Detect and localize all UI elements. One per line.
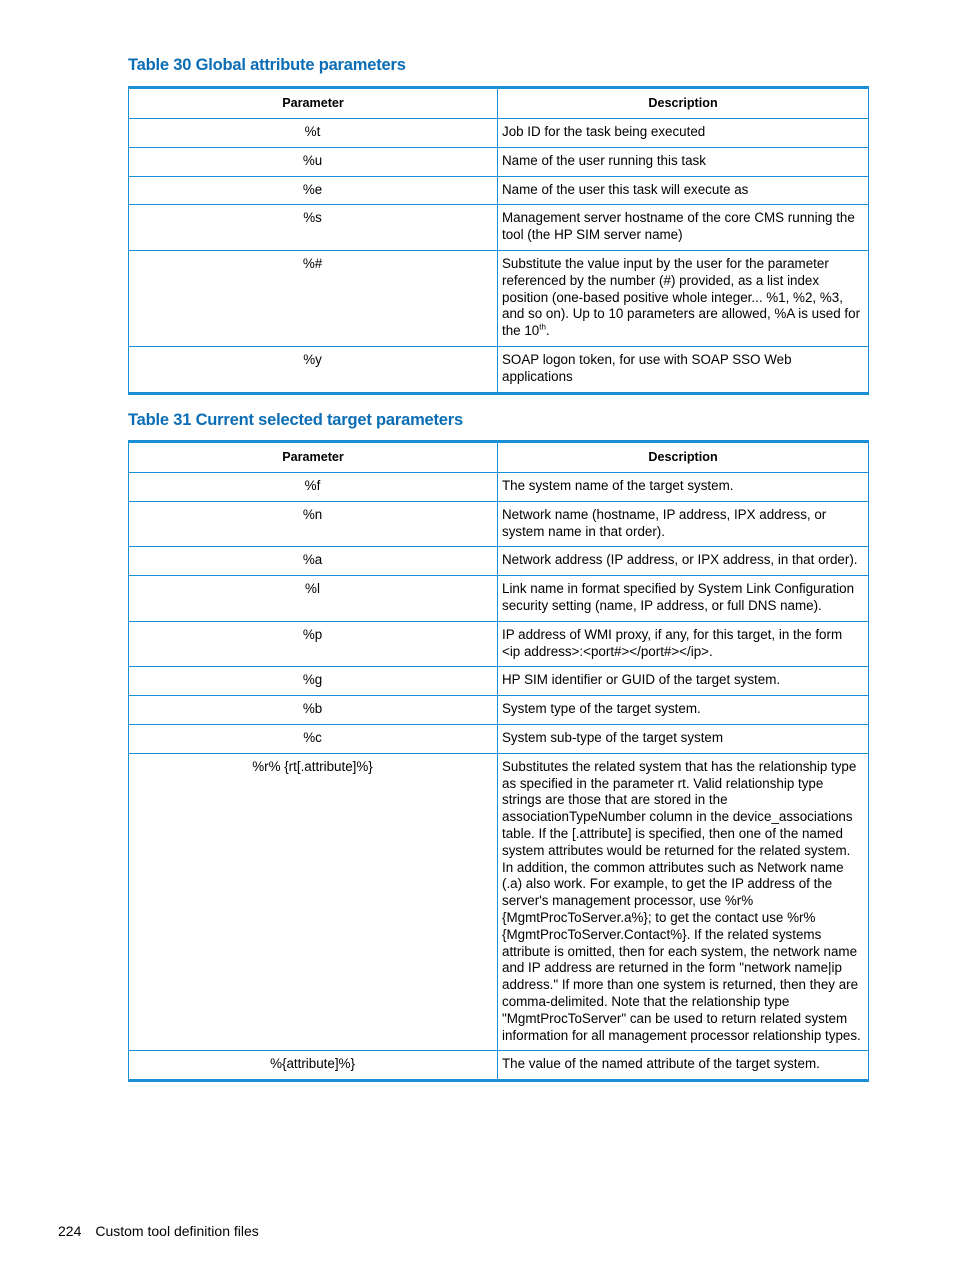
description-cell: Name of the user this task will execute as (498, 176, 869, 205)
parameter-cell: %u (129, 147, 498, 176)
table-row (129, 696, 869, 725)
table-row (129, 250, 869, 346)
table-31-caption: Table 31 Current selected target parameters (128, 411, 463, 429)
parameter-cell: %g (129, 667, 498, 696)
table-row (129, 346, 869, 393)
parameter-cell: %r% {rt[.attribute]%} (129, 753, 498, 1051)
global-attribute-parameters-table (128, 86, 869, 395)
description-cell: The system name of the target system. (498, 473, 869, 502)
table-row (129, 547, 869, 576)
page-number: 224 (58, 1223, 82, 1239)
parameter-cell: %# (129, 250, 498, 346)
parameter-column-header: Parameter (129, 88, 498, 119)
ordinal-superscript: th (539, 322, 546, 332)
description-text: Substitute the value input by the user for the parameter referenced by the number (#) provided, as a list index position (one-based positive whole integer... %1, %2, %3, and so on). Up to 10 parameters are allowed, %A is used for the 10 (502, 255, 861, 339)
table-row (129, 176, 869, 205)
description-end: . (545, 323, 550, 339)
description-cell: SOAP logon token, for use with SOAP SSO Web applications (498, 346, 869, 393)
table-row (129, 576, 869, 622)
table-row (129, 473, 869, 502)
parameter-cell: %t (129, 119, 498, 148)
table-row (129, 621, 869, 667)
table-row (129, 1051, 869, 1081)
description-cell: Link name in format specified by System Link Configuration security setting (name, IP address, or full DNS name). (498, 576, 869, 622)
footer-section-title: Custom tool definition files (95, 1223, 259, 1239)
table-row (129, 147, 869, 176)
parameter-cell: %{attribute]%} (129, 1051, 498, 1081)
description-cell: Name of the user running this task (498, 147, 869, 176)
parameter-cell: %y (129, 346, 498, 393)
table-row (129, 119, 869, 148)
description-cell: The value of the named attribute of the target system. (498, 1051, 869, 1081)
table-row (129, 724, 869, 753)
description-column-header: Description (498, 442, 869, 473)
table-row (129, 667, 869, 696)
parameter-cell: %a (129, 547, 498, 576)
parameter-cell: %n (129, 501, 498, 547)
parameter-cell: %l (129, 576, 498, 622)
parameter-column-header: Parameter (129, 442, 498, 473)
table-row (129, 501, 869, 547)
description-cell: Network address (IP address, or IPX address, in that order). (498, 547, 869, 576)
current-selected-target-parameters-table (128, 440, 869, 1082)
description-cell: IP address of WMI proxy, if any, for this target, in the form <ip address>:<port#></port#></ip>. (498, 621, 869, 667)
description-cell (498, 250, 869, 346)
description-cell: System sub-type of the target system (498, 724, 869, 753)
parameter-cell: %f (129, 473, 498, 502)
table-header-row (129, 88, 869, 119)
table-row (129, 753, 869, 1051)
description-cell: Network name (hostname, IP address, IPX address, or system name in that order). (498, 501, 869, 547)
description-cell: Management server hostname of the core CMS running the tool (the HP SIM server name) (498, 205, 869, 251)
parameter-cell: %e (129, 176, 498, 205)
parameter-cell: %s (129, 205, 498, 251)
description-cell: Job ID for the task being executed (498, 119, 869, 148)
parameter-cell: %p (129, 621, 498, 667)
table-header-row (129, 442, 869, 473)
description-column-header: Description (498, 88, 869, 119)
parameter-cell: %c (129, 724, 498, 753)
description-cell: HP SIM identifier or GUID of the target system. (498, 667, 869, 696)
table-30-caption: Table 30 Global attribute parameters (128, 56, 406, 74)
table-row (129, 205, 869, 251)
description-cell: Substitutes the related system that has the relationship type as specified in the parameter rt. Valid relationship type strings are those that are stored in the associationTypeNumber column in the device_associations table. If the [.attribute] is specified, then one of the named system attributes would be returned for the related system. In addition, the common attributes such as Network name (.a) also work. For example, to get the IP address of the server's management processor, use %r%{MgmtProcToServer.a%}; to get the contact use %r%{MgmtProcToServer.Contact%}. If the related systems attribute is omitted, then for each system, the network name and IP address are returned in the form "network name|ip address." If more than one system is returned, then they are comma-delimited. Note that the relationship type "MgmtProcToServer" can be used to return related system information for all management processor relationship types. (498, 753, 869, 1051)
page-footer (58, 1223, 259, 1239)
parameter-cell: %b (129, 696, 498, 725)
description-cell: System type of the target system. (498, 696, 869, 725)
